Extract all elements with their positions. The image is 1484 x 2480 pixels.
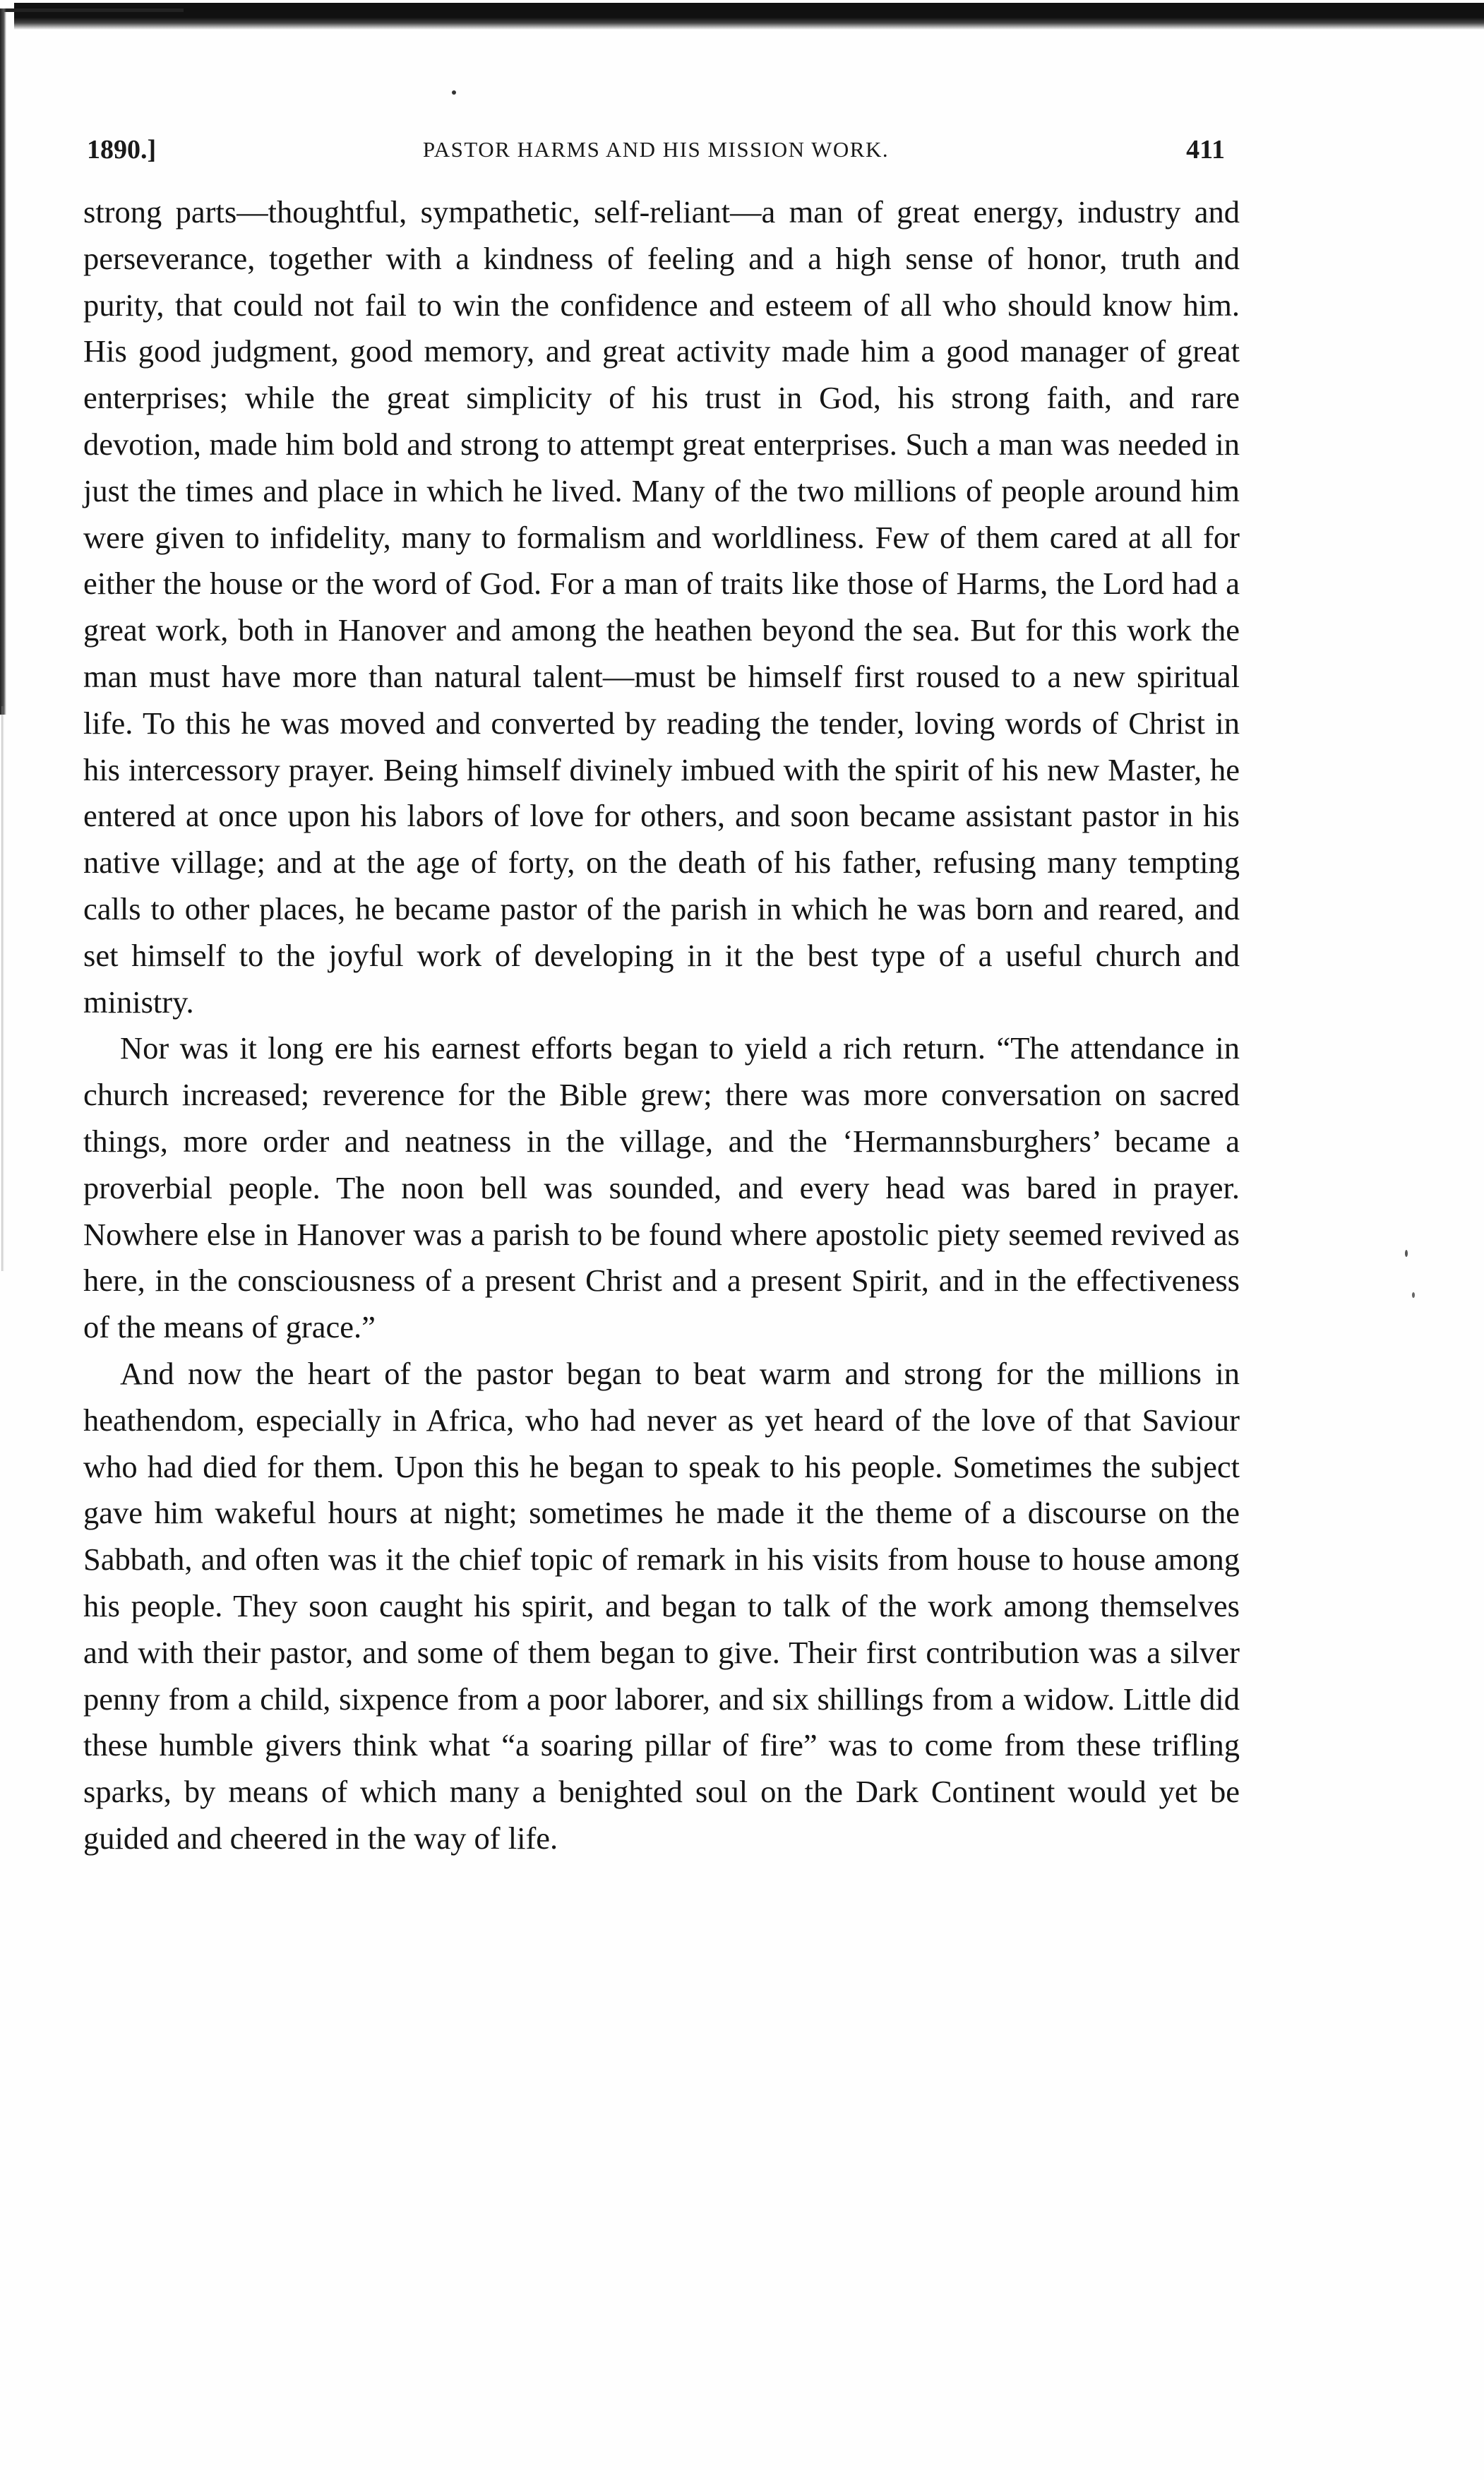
scan-speck <box>452 90 456 95</box>
running-header <box>87 134 1225 177</box>
header-page-number: 411 <box>1186 135 1225 165</box>
scan-binding-edge-faint <box>1 706 4 1271</box>
scan-speck <box>1405 1250 1408 1257</box>
paragraph-3: And now the heart of the pastor began to beat warm and strong for the millions in heathendom, especially in Africa, who had never as yet heard of the love of that Saviour who had died for them. Upon this he began to speak to his people. Sometimes the subject gave him wakeful hours at night; sometimes he made it the theme of a discourse on the Sabbath, and often was it the chief topic of remark in his visits from house to house among his people. They soon caught his spirit, and began to talk of the work among themselves and with their pastor, and some of them began to give. Their first contribution was a silver penny from a child, sixpence from a poor laborer, and six shillings from a widow. Little did these humble givers think what “a soaring pillar of fire” was to come from these trifling sparks, by means of which many a benighted soul on the Dark Continent would yet be guided and cheered in the way of life. <box>83 1355 1240 1856</box>
header-running-title: PASTOR HARMS AND HIS MISSION WORK. <box>422 137 890 162</box>
scan-top-rule <box>14 3 1484 30</box>
scan-speck <box>1412 1292 1415 1298</box>
header-year: 1890.] <box>87 135 157 165</box>
paragraph-2: Nor was it long ere his earnest efforts began to yield a rich return. “The attendance in church increased; reverence for the Bible grew; there was more conversation on sacred things, more order and neatness in the village, and the ‘Hermannsburghers’ became a proverbial people. The noon bell was sounded, and every head was bared in prayer. Nowhere else in Hanover was a parish to be found where apostolic piety seemed revived as here, in the consciousness of a present Christ and a present Spirit, and in the effectiveness of the means of grace.” <box>83 1030 1240 1345</box>
scan-binding-edge <box>0 8 6 715</box>
scan-top-rule-thin <box>0 8 184 12</box>
article-body <box>83 189 1240 1862</box>
paragraph-1: strong parts—thoughtful, sympathetic, self-reliant—a man of great energy, industry and perseverance, together with a kindness of feeling and a high sense of honor, truth and purity, that could not fail to win the confidence and esteem of all who should know him. His good judgment, good memory, and great activity made him a good manager of great enterprises; while the great simplicity of his trust in God, his strong faith, and rare devotion, made him bold and strong to attempt great enterprises. Such a man was needed in just the times and place in which he lived. Many of the two millions of people around him were given to infidelity, many to formalism and worldliness. Few of them cared at all for either the house or the word of God. For a man of traits like those of Harms, the Lord had a great work, both in Hanover and among the heathen beyond the sea. But for this work the man must have more than natural talent—must be himself first roused to a new spiritual life. To this he was moved and converted by reading the tender, loving words of Christ in his intercessory prayer. Being himself divinely imbued with the spirit of his new Master, he entered at once upon his labors of love for others, and soon became assistant pastor in his native village; and at the age of forty, on the death of his father, refusing many tempting calls to other places, he became pastor of the parish in which he was born and reared, and set himself to the joyful work of developing in it the best type of a useful church and ministry. <box>83 194 1240 1020</box>
